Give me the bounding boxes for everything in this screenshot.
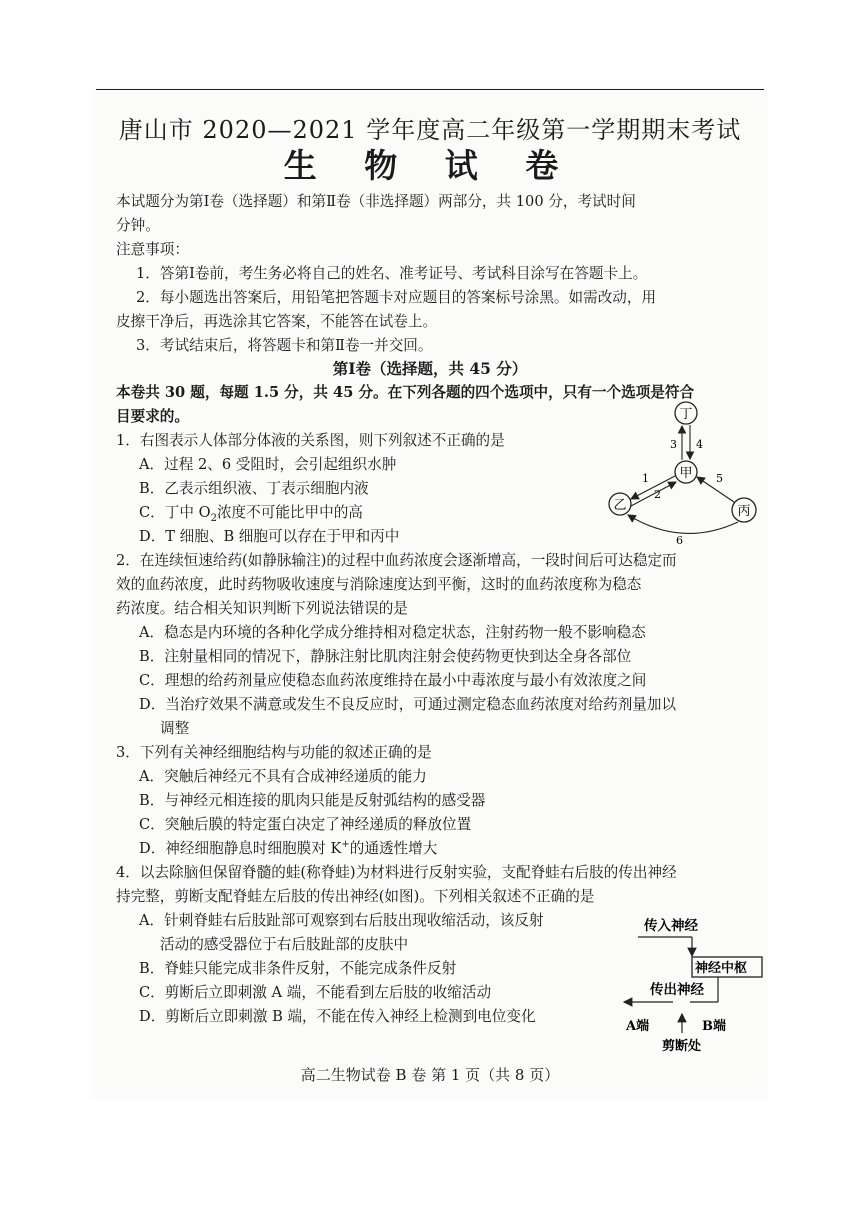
q2-stem-c: 药浓度。结合相关知识判断下列说法错误的是	[116, 600, 408, 617]
q1-option-c: C．丁中 $O_2$浓度不可能比甲中的高	[139, 504, 363, 524]
q1-option-d: D．T 细胞、B 细胞可以存在于甲和丙中	[139, 528, 400, 545]
cut-label: 剪断处	[662, 1039, 702, 1054]
node-bing-label: 丙	[737, 504, 751, 519]
page-footer: 高二生物试卷 B 卷 第 1 页（共 8 页）	[300, 1066, 560, 1084]
q1-stem: 1．右图表示人体部分体液的关系图，则下列叙述不正确的是	[116, 432, 505, 449]
label-1: 1	[642, 472, 649, 485]
label-5: 5	[716, 472, 723, 485]
afferent-label: 传入神经	[644, 918, 698, 934]
q2-stem-b: 效的血药浓度，此时药物吸收速度与消除速度达到平衡，这时的血药浓度称为稳态	[116, 576, 642, 593]
q2-option-d-cont: 调整	[160, 720, 190, 737]
label-4: 4	[696, 438, 703, 451]
intro-line-1: 本试题分为第Ⅰ卷（选择题）和第Ⅱ卷（非选择题）两部分，共 100 分，考试时间	[116, 193, 636, 210]
q3-option-d: D．神经细胞静息时细胞膜对 K+的通透性增大	[139, 839, 438, 857]
q2-option-d: D．当治疗效果不满意或发生不良反应时，可通过测定稳态血药浓度对给药剂量加以	[139, 696, 677, 713]
q2-option-a: A．稳态是内环境的各种化学成分维持相对稳定状态，注射药物一般不影响稳态	[139, 624, 646, 641]
section-1-desc-b: 目要求的。	[116, 408, 189, 425]
note-1: 1．答第Ⅰ卷前，考生务必将自己的姓名、准考证号、考试科目涂写在答题卡上。	[136, 265, 648, 282]
label-6: 6	[676, 534, 683, 547]
note-3: 3．考试结束后，将答题卡和第Ⅱ卷一并交回。	[136, 337, 433, 354]
intro-line-2: 分钟。	[116, 217, 160, 234]
label-3: 3	[670, 438, 677, 451]
exam-subtitle: 生 物 试 卷	[283, 146, 577, 185]
center-label: 神经中枢	[695, 961, 748, 976]
exam-title: 唐山市 2020—2021 学年度高二年级第一学期期末考试	[118, 116, 742, 144]
q3-option-b: B．与神经元相连接的肌肉只能是反射弧结构的感受器	[139, 792, 486, 809]
q4-option-c: C．剪断后立即刺激 A 端，不能看到左后肢的收缩活动	[139, 984, 492, 1001]
q1-option-b: B．乙表示组织液、丁表示细胞内液	[139, 480, 369, 497]
notes-title: 注意事项：	[116, 241, 189, 258]
q4-stem-a: 4．以去除脑但保留脊髓的蛙(称脊蛙)为材料进行反射实验，支配脊蛙右后肢的传出神经	[116, 864, 677, 881]
q4-stem-b: 持完整，剪断支配脊蛙左后肢的传出神经(如图)。下列相关叙述不正确的是	[116, 888, 595, 905]
efferent-label: 传出神经	[650, 982, 704, 998]
node-yi-label: 乙	[613, 498, 627, 513]
q3-stem: 3．下列有关神经细胞结构与功能的叙述正确的是	[116, 744, 432, 761]
node-ding-label: 丁	[679, 407, 693, 422]
q4-option-a: A．针刺脊蛙右后肢趾部可观察到右后肢出现收缩活动，该反射	[139, 912, 544, 929]
note-2b: 皮擦干净后，再选涂其它答案，不能答在试卷上。	[116, 313, 438, 330]
q4-option-a-cont: 活动的感受器位于右后肢趾部的皮肤中	[160, 936, 409, 953]
section-1-title: 第Ⅰ卷（选择题，共 45 分）	[332, 359, 528, 378]
q3-option-c: C．突触后膜的特定蛋白决定了神经递质的释放位置	[139, 816, 472, 833]
q4-option-b: B．脊蛙只能完成非条件反射，不能完成条件反射	[139, 960, 457, 977]
note-2a: 2．每小题选出答案后，用铅笔把答题卡对应题目的答案标号涂黑。如需改动，用	[136, 289, 657, 306]
end-a-label: A端	[626, 1019, 650, 1034]
q2-stem-a: 2．在连续恒速给药(如静脉输注)的过程中血药浓度会逐渐增高，一段时间后可达稳定而	[116, 552, 677, 569]
q1-fluid-diagram	[598, 398, 768, 548]
label-2: 2	[654, 488, 661, 501]
section-1-desc-a: 本卷共 30 题，每题 1.5 分，共 45 分。在下列各题的四个选项中，只有一个选项是符合	[116, 384, 695, 401]
end-b-label: B端	[702, 1019, 726, 1034]
q4-option-d: D．剪断后立即刺激 B 端，不能在传入神经上检测到电位变化	[139, 1008, 536, 1025]
node-jia-label: 甲	[679, 466, 693, 481]
arrow-6	[628, 515, 738, 533]
q1-option-a: A．过程 2、6 受阻时，会引起组织水肿	[139, 456, 397, 473]
q2-option-b: B．注射量相同的情况下，静脉注射比肌肉注射会使药物更快到达全身各部位	[139, 648, 632, 665]
q2-option-c: C．理想的给药剂量应使稳态血药浓度维持在最小中毒浓度与最小有效浓度之间	[139, 672, 647, 689]
arrow-1	[631, 476, 675, 499]
top-rule	[96, 89, 764, 90]
q3-option-a: A．突触后神经元不具有合成神经递质的能力	[139, 768, 427, 785]
q4-reflex-diagram	[618, 912, 764, 1054]
